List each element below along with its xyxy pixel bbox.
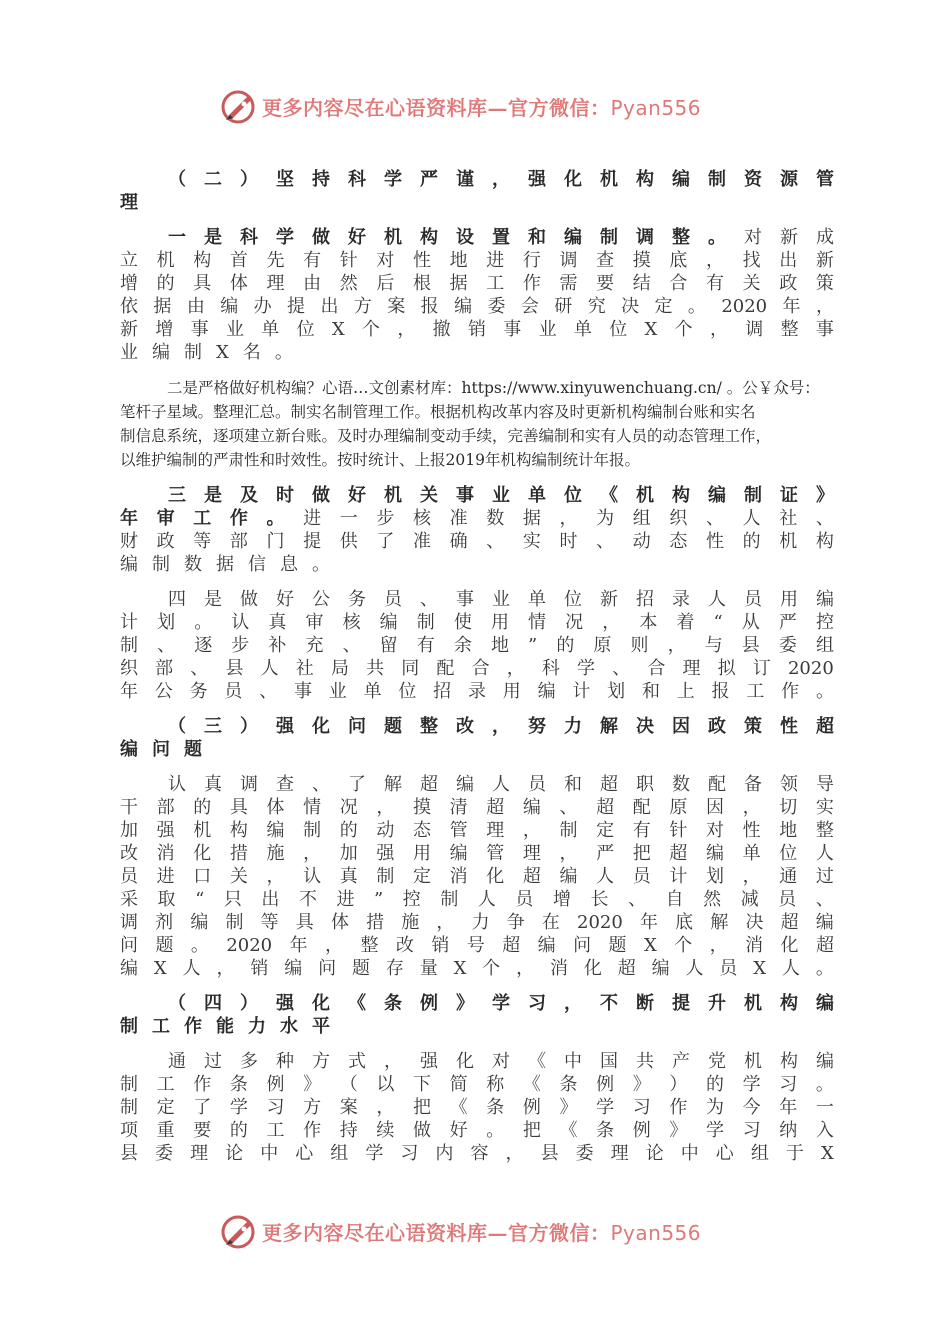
text-line: （ 三 ） 强 化 问 题 整 改 ， 努 力 解 决 因 政 策 性 超 (168, 716, 834, 737)
text-line: 一 是 科 学 做 好 机 构 设 置 和 编 制 调 整 。 对 新 成 (168, 227, 834, 248)
text-line: 认 真 调 查 、 了 解 超 编 人 员 和 超 职 数 配 备 领 导 (168, 774, 834, 795)
text-line: 编 问 题 (120, 739, 202, 760)
text-line: 员 进 口 关 ， 认 真 制 定 消 化 超 编 人 员 计 划 ， 通 过 (120, 866, 834, 887)
watermark-text: 更多内容尽在心语资料库—官方微信：Pyan556 (262, 95, 702, 120)
text-line: 立 机 构 首 先 有 针 对 性 地 进 行 调 查 摸 底 ， 找 出 新 (120, 250, 834, 271)
text-line: 制 工 作 能 力 水 平 (120, 1016, 330, 1037)
text-line: 调 剂 编 制 等 具 体 措 施 ， 力 争 在 2020 年 底 解 决 超 编 (120, 912, 834, 933)
text-line: 编 制 数 据 信 息 。 (120, 554, 330, 575)
text-line: 问 题 。 2020 年 ， 整 改 销 号 超 编 问 题 X 个 ， 消 化 超 (120, 935, 834, 956)
text-line: 四 是 做 好 公 务 员 、 事 业 单 位 新 招 录 人 员 用 编 (168, 589, 834, 610)
text-line: 制 、 逐 步 补 充 、 留 有 余 地 ” 的 原 则 ， 与 县 委 组 (120, 635, 834, 656)
pen-seal-icon (218, 86, 258, 126)
paragraph (120, 484, 834, 576)
text-line: 编 X 人 ， 销 编 问 题 存 量 X 个 ， 消 化 超 编 人 员 X 人 。 (120, 958, 834, 979)
paragraph (120, 1050, 834, 1165)
text-line: 织 部 、 县 人 社 局 共 同 配 合 ， 科 学 、 合 理 拟 订 2020 (120, 658, 834, 679)
paragraph (120, 226, 834, 364)
text-line: 加 强 机 构 编 制 的 动 态 管 理 ， 制 定 有 针 对 性 地 整 (120, 820, 834, 841)
text-line: 采 取 “ 只 出 不 进 ” 控 制 人 员 增 长 、 自 然 减 员 、 (120, 889, 834, 910)
section-heading (120, 992, 834, 1038)
watermark-top (218, 84, 701, 128)
text-line: 制信息系统，逐项建立新台账。及时办理编制变动手续，完善编制和实有人员的动态管理工作， (120, 427, 772, 445)
text-line: 年 公 务 员 、 事 业 单 位 招 录 用 编 计 划 和 上 报 工 作 。 (120, 681, 834, 702)
text-line: 县 委 理 论 中 心 组 学 习 内 容 ， 县 委 理 论 中 心 组 于 X (120, 1143, 834, 1164)
text-line: 新 增 事 业 单 位 X 个 ， 撤 销 事 业 单 位 X 个 ， 调 整 事 (120, 319, 834, 340)
text-line: 通 过 多 种 方 式 ， 强 化 对 《 中 国 共 产 党 机 构 编 (168, 1051, 834, 1072)
text-line: 二是严格做好机构编？心语…文创素材库：https://www.xinyuwenchuang.cn/ 。公￥众号： (167, 379, 820, 397)
text-line: 依 据 由 编 办 提 出 方 案 报 编 委 会 研 究 决 定 。 2020 年 ， (120, 296, 834, 317)
paragraph (120, 773, 834, 980)
text-line: 制 工 作 条 例 》 （ 以 下 简 称 《 条 例 》 ） 的 学 习 。 (120, 1074, 834, 1095)
text-line: 计 划 。 认 真 审 核 编 制 使 用 情 况 ， 本 着 “ 从 严 控 (120, 612, 834, 633)
watermark-text: 更多内容尽在心语资料库—官方微信：Pyan556 (262, 1220, 702, 1245)
text-line: 项 重 要 的 工 作 持 续 做 好 。 把 《 条 例 》 学 习 纳 入 (120, 1120, 834, 1141)
text-line: 以维护编制的严肃性和时效性。按时统计、上报2019年机构编制统计年报。 (120, 451, 640, 469)
paragraph (120, 588, 834, 703)
document-body (120, 168, 834, 1177)
text-line: （ 二 ） 坚 持 科 学 严 谨 ， 强 化 机 构 编 制 资 源 管 (168, 169, 834, 190)
text-line: 笔杆子星域。整理汇总。制实名制管理工作。根据机构改革内容及时更新机构编制台账和实名 (120, 403, 756, 421)
text-line: 制 定 了 学 习 方 案 ， 把 《 条 例 》 学 习 作 为 今 年 一 (120, 1097, 834, 1118)
plain-paragraph (120, 376, 834, 472)
text-line: （ 四 ） 强 化 《 条 例 》 学 习 ， 不 断 提 升 机 构 编 (168, 993, 834, 1014)
text-line: 干 部 的 具 体 情 况 ， 摸 清 超 编 、 超 配 原 因 ， 切 实 (120, 797, 834, 818)
text-line: 业 编 制 X 名 。 (120, 342, 293, 363)
pen-seal-icon (218, 1211, 258, 1251)
text-line: 财 政 等 部 门 提 供 了 准 确 、 实 时 、 动 态 性 的 机 构 (120, 531, 834, 552)
text-line: 年 审 工 作 。 进 一 步 核 准 数 据 ， 为 组 织 、 人 社 、 (120, 508, 834, 529)
section-heading (120, 715, 834, 761)
watermark-bottom (218, 1209, 701, 1253)
text-line: 改 消 化 措 施 ， 加 强 用 编 管 理 ， 严 把 超 编 单 位 人 (120, 843, 834, 864)
text-line: 增 的 具 体 理 由 然 后 根 据 工 作 需 要 结 合 有 关 政 策 (120, 273, 834, 294)
text-line: 三 是 及 时 做 好 机 关 事 业 单 位 《 机 构 编 制 证 》 (168, 485, 834, 506)
section-heading (120, 168, 834, 214)
text-line: 理 (120, 192, 138, 213)
